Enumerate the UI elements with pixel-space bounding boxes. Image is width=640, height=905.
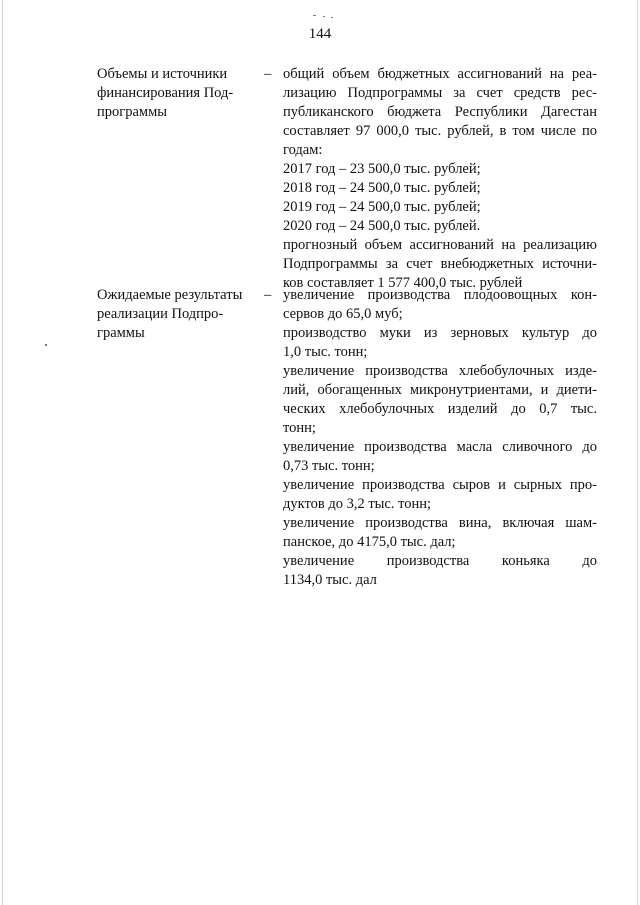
scan-speck [323, 16, 325, 17]
content-line: лий, обогащенных микронутриентами, и диети- [283, 382, 597, 398]
content-line: увеличение производства масла сливочного до [283, 439, 597, 455]
content-line: 0,73 тыс. тонн; [283, 458, 375, 474]
scan-edge-right [637, 0, 638, 905]
content-line: Подпрограммы за счет внебюджетных источни- [283, 256, 597, 272]
content-line: ков составляет 1 577 400,0 тыс. рублей [283, 275, 523, 291]
content-line: 1134,0 тыс. дал [283, 572, 377, 588]
label-line: Ожидаемые результаты [97, 287, 243, 303]
scan-edge-left [2, 0, 3, 905]
label-line: граммы [97, 325, 145, 341]
content-line: годам: [283, 142, 323, 158]
label-line: Объемы и источники [97, 66, 228, 82]
results-dash: – [264, 287, 272, 303]
content-line: увеличение производства вина, включая шам- [283, 515, 597, 531]
scan-speck [45, 344, 47, 346]
label-line: программы [97, 104, 167, 120]
results-content [283, 286, 597, 590]
scan-speck [331, 17, 333, 18]
content-line: увеличение производства плодоовощных кон- [283, 287, 597, 303]
content-line: составляет 97 000,0 тыс. рублей, в том числе по [283, 123, 597, 139]
financing-content [283, 65, 597, 293]
content-line: увеличение производства коньяка до [283, 553, 597, 569]
content-line: 2020 год – 24 500,0 тыс. рублей. [283, 218, 481, 234]
content-line: производство муки из зерновых культур до [283, 325, 597, 341]
content-line: дуктов до 3,2 тыс. тонн; [283, 496, 432, 512]
content-line: 2019 год – 24 500,0 тыс. рублей; [283, 199, 481, 215]
content-line: публиканского бюджета Республики Дагестан [283, 104, 597, 120]
content-line: прогнозный объем ассигнований на реализацию [283, 237, 597, 253]
scan-speck [313, 15, 316, 16]
financing-label [97, 65, 259, 122]
results-label [97, 286, 259, 343]
label-line: финансирования Под- [97, 85, 234, 101]
content-line: сервов до 65,0 муб; [283, 306, 403, 322]
content-line: 2018 год – 24 500,0 тыс. рублей; [283, 180, 481, 196]
content-line: увеличение производства сыров и сырных про- [283, 477, 597, 493]
content-line: ческих хлебобулочных изделий до 0,7 тыс. [283, 401, 597, 417]
label-line: реализации Подпро- [97, 306, 224, 322]
content-line: панское, до 4175,0 тыс. дал; [283, 534, 456, 550]
content-line: 1,0 тыс. тонн; [283, 344, 368, 360]
page-number: 144 [308, 26, 332, 42]
content-line: общий объем бюджетных ассигнований на реа- [283, 66, 597, 82]
financing-dash: – [264, 66, 272, 82]
content-line: увеличение производства хлебобулочных изде- [283, 363, 597, 379]
content-line: лизацию Подпрограммы за счет средств рес- [283, 85, 597, 101]
content-line: 2017 год – 23 500,0 тыс. рублей; [283, 161, 481, 177]
content-line: тонн; [283, 420, 316, 436]
